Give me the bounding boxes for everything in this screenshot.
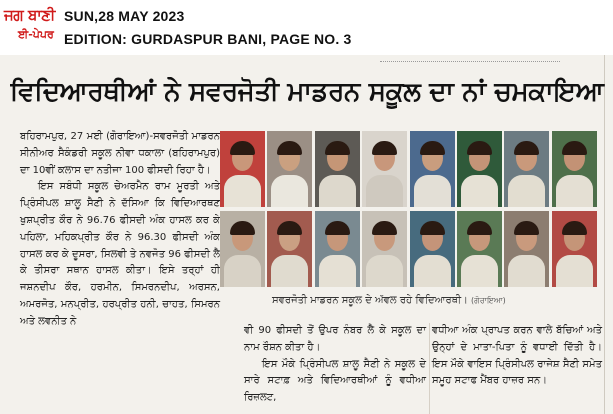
article-column-2 [244, 323, 426, 407]
student-portrait [504, 131, 549, 207]
student-portrait [410, 131, 455, 207]
student-portrait [552, 211, 597, 287]
student-portrait [410, 211, 455, 287]
article-paragraph: ਵੀ 90 ਫੀਸਦੀ ਤੋਂ ਉਪਰ ਨੰਬਰ ਲੈ ਕੇ ਸਕੂਲ ਦਾ ਨਾਮ ਰੌਸ਼ਨ ਕੀਤਾ ਹੈ। [244, 325, 426, 353]
student-portrait [362, 211, 407, 287]
masthead [0, 0, 613, 55]
student-portrait [362, 131, 407, 207]
student-portrait [504, 211, 549, 287]
student-portrait [220, 211, 265, 287]
student-portrait [315, 131, 360, 207]
student-portrait [267, 131, 312, 207]
student-portrait [315, 211, 360, 287]
article-column-3 [432, 323, 602, 390]
photo-caption [272, 295, 604, 306]
newspaper-clipping [0, 55, 613, 414]
article-paragraph: ਇਸ ਸਬੰਧੀ ਸਕੂਲ ਚੇਅਰਮੈਨ ਰਾਮ ਮੂਰਤੀ ਅਤੇ ਪ੍ਰਿੰਸੀਪਲ ਸ਼ਾਲੂ ਸੈਣੀ ਨੇ ਦੱਸਿਆ ਕਿ ਵਿਦਿਆਰਥਣ ਖੁਸ਼ਪ੍ਰੀਤ ਕੌਰ ਨੇ 96.76 ਫੀਸਦੀ ਅੰਕ ਹਾਸਲ ਕਰ ਕੇ ਪਹਿਲਾ, ਮਹਿਕਪ੍ਰੀਤ ਕੌਰ ਨੇ 96.30 ਫੀਸਦੀ ਅੰਕ ਹਾਸਲ ਕਰ ਕੇ ਦੂਸਰਾ, ਸਿਲਵੀ ਤੇ ਨਵਜੋਤ 96 ਫੀਸਦੀ ਲੈ ਕੇ ਤੀਸਰਾ ਸਥਾਨ ਹਾਸਲ ਕੀਤਾ। ਇਸੇ ਤਰ੍ਹਾਂ ਹੀ ਜਸ਼ਨਦੀਪ ਕੌਰ, ਹਰਮੀਨ, ਸਿਮਰਨਦੀਪ, ਅਰਸਨ, ਅਮਰਜੋਤ, ਮਨਪ੍ਰੀਤ, ਹਰਪ੍ਰੀਤ ਹਨੀ, ਚਾਹਤ, ਸਿਮਰਨ ਅਤੇ ਲਵਨੀਤ ਨੇ [20, 181, 220, 327]
column-divider [429, 323, 430, 414]
logo-wordmark: ਜਗ ਬਾਣੀ [4, 6, 55, 24]
adjacent-article-strip [0, 55, 613, 65]
article-headline: ਵਿਦਿਆਰਥੀਆਂ ਨੇ ਸਵਰਜੋਤੀ ਮਾਡਰਨ ਸਕੂਲ ਦਾ ਨਾਂ ਚਮਕਾਇਆ [10, 77, 604, 107]
student-portrait [457, 211, 502, 287]
adjacent-column-edge [0, 65, 10, 414]
article-paragraph: ਇਸ ਮੌਕੇ ਪ੍ਰਿੰਸੀਪਲ ਸ਼ਾਲੂ ਸੈਣੀ ਨੇ ਸਕੂਲ ਦੇ ਸਾਰੇ ਸਟਾਫ਼ ਅਤੇ ਵਿਦਿਆਰਥੀਆਂ ਨੂੰ ਵਧੀਆ ਰਿਜ਼ਲਟ, [244, 358, 426, 404]
photo-caption-text: ਸਵਰਜੋਤੀ ਮਾਡਰਨ ਸਕੂਲ ਦੇ ਅੱਵਲ ਰਹੇ ਵਿਦਿਆਰਥੀ। [272, 295, 468, 306]
jagbani-logo [4, 6, 56, 50]
student-portrait [457, 131, 502, 207]
photo-credit: (ਗੋਰਾਇਆ) [471, 296, 506, 305]
article-paragraph: ਵਧੀਆ ਅੰਕ ਪ੍ਰਾਪਤ ਕਰਨ ਵਾਲੇ ਬੱਚਿਆਂ ਅਤੇ ਉਨ੍ਹਾਂ ਦੇ ਮਾਤਾ-ਪਿਤਾ ਨੂੰ ਵਧਾਈ ਦਿੱਤੀ ਹੈ। ਇਸ ਮੌਕੇ ਵਾਇਸ ਪ੍ਰਿੰਸੀਪਲ ਰਾਜੇਸ਼ ਸੈਣੀ ਸਮੇਤ ਸਮੂਹ ਸਟਾਫ ਮੈਂਬਰ ਹਾਜ਼ਰ ਸਨ। [432, 325, 602, 387]
article-column-1 [20, 129, 220, 331]
logo-epaper-label: ਈ-ਪੇਪਰ [18, 28, 54, 41]
student-portrait [552, 131, 597, 207]
article-paragraph: ਬਹਿਰਾਮਪੁਰ, 27 ਮਈ (ਗੋਰਾਇਆ)-ਸਵਰਜੋਤੀ ਮਾਡਰਨ ਸੀਨੀਅਰ ਸੈਕੰਡਰੀ ਸਕੂਲ ਨੀਵਾ ਧਕਾਲਾ (ਬਹਿਰਾਮਪੁਰ) ਦਾ 10ਵੀਂ ਕਲਾਸ ਦਾ ਨਤੀਜਾ 100 ਫੀਸਦੀ ਰਿਹਾ ਹੈ। [20, 131, 220, 176]
student-portrait [267, 211, 312, 287]
dotted-rule [380, 55, 560, 62]
student-photo-grid [220, 131, 602, 291]
student-portrait [220, 131, 265, 207]
edition-info: EDITION: GURDASPUR BANI, PAGE NO. 3 [64, 31, 352, 47]
edition-date: SUN,28 MAY 2023 [64, 8, 185, 24]
